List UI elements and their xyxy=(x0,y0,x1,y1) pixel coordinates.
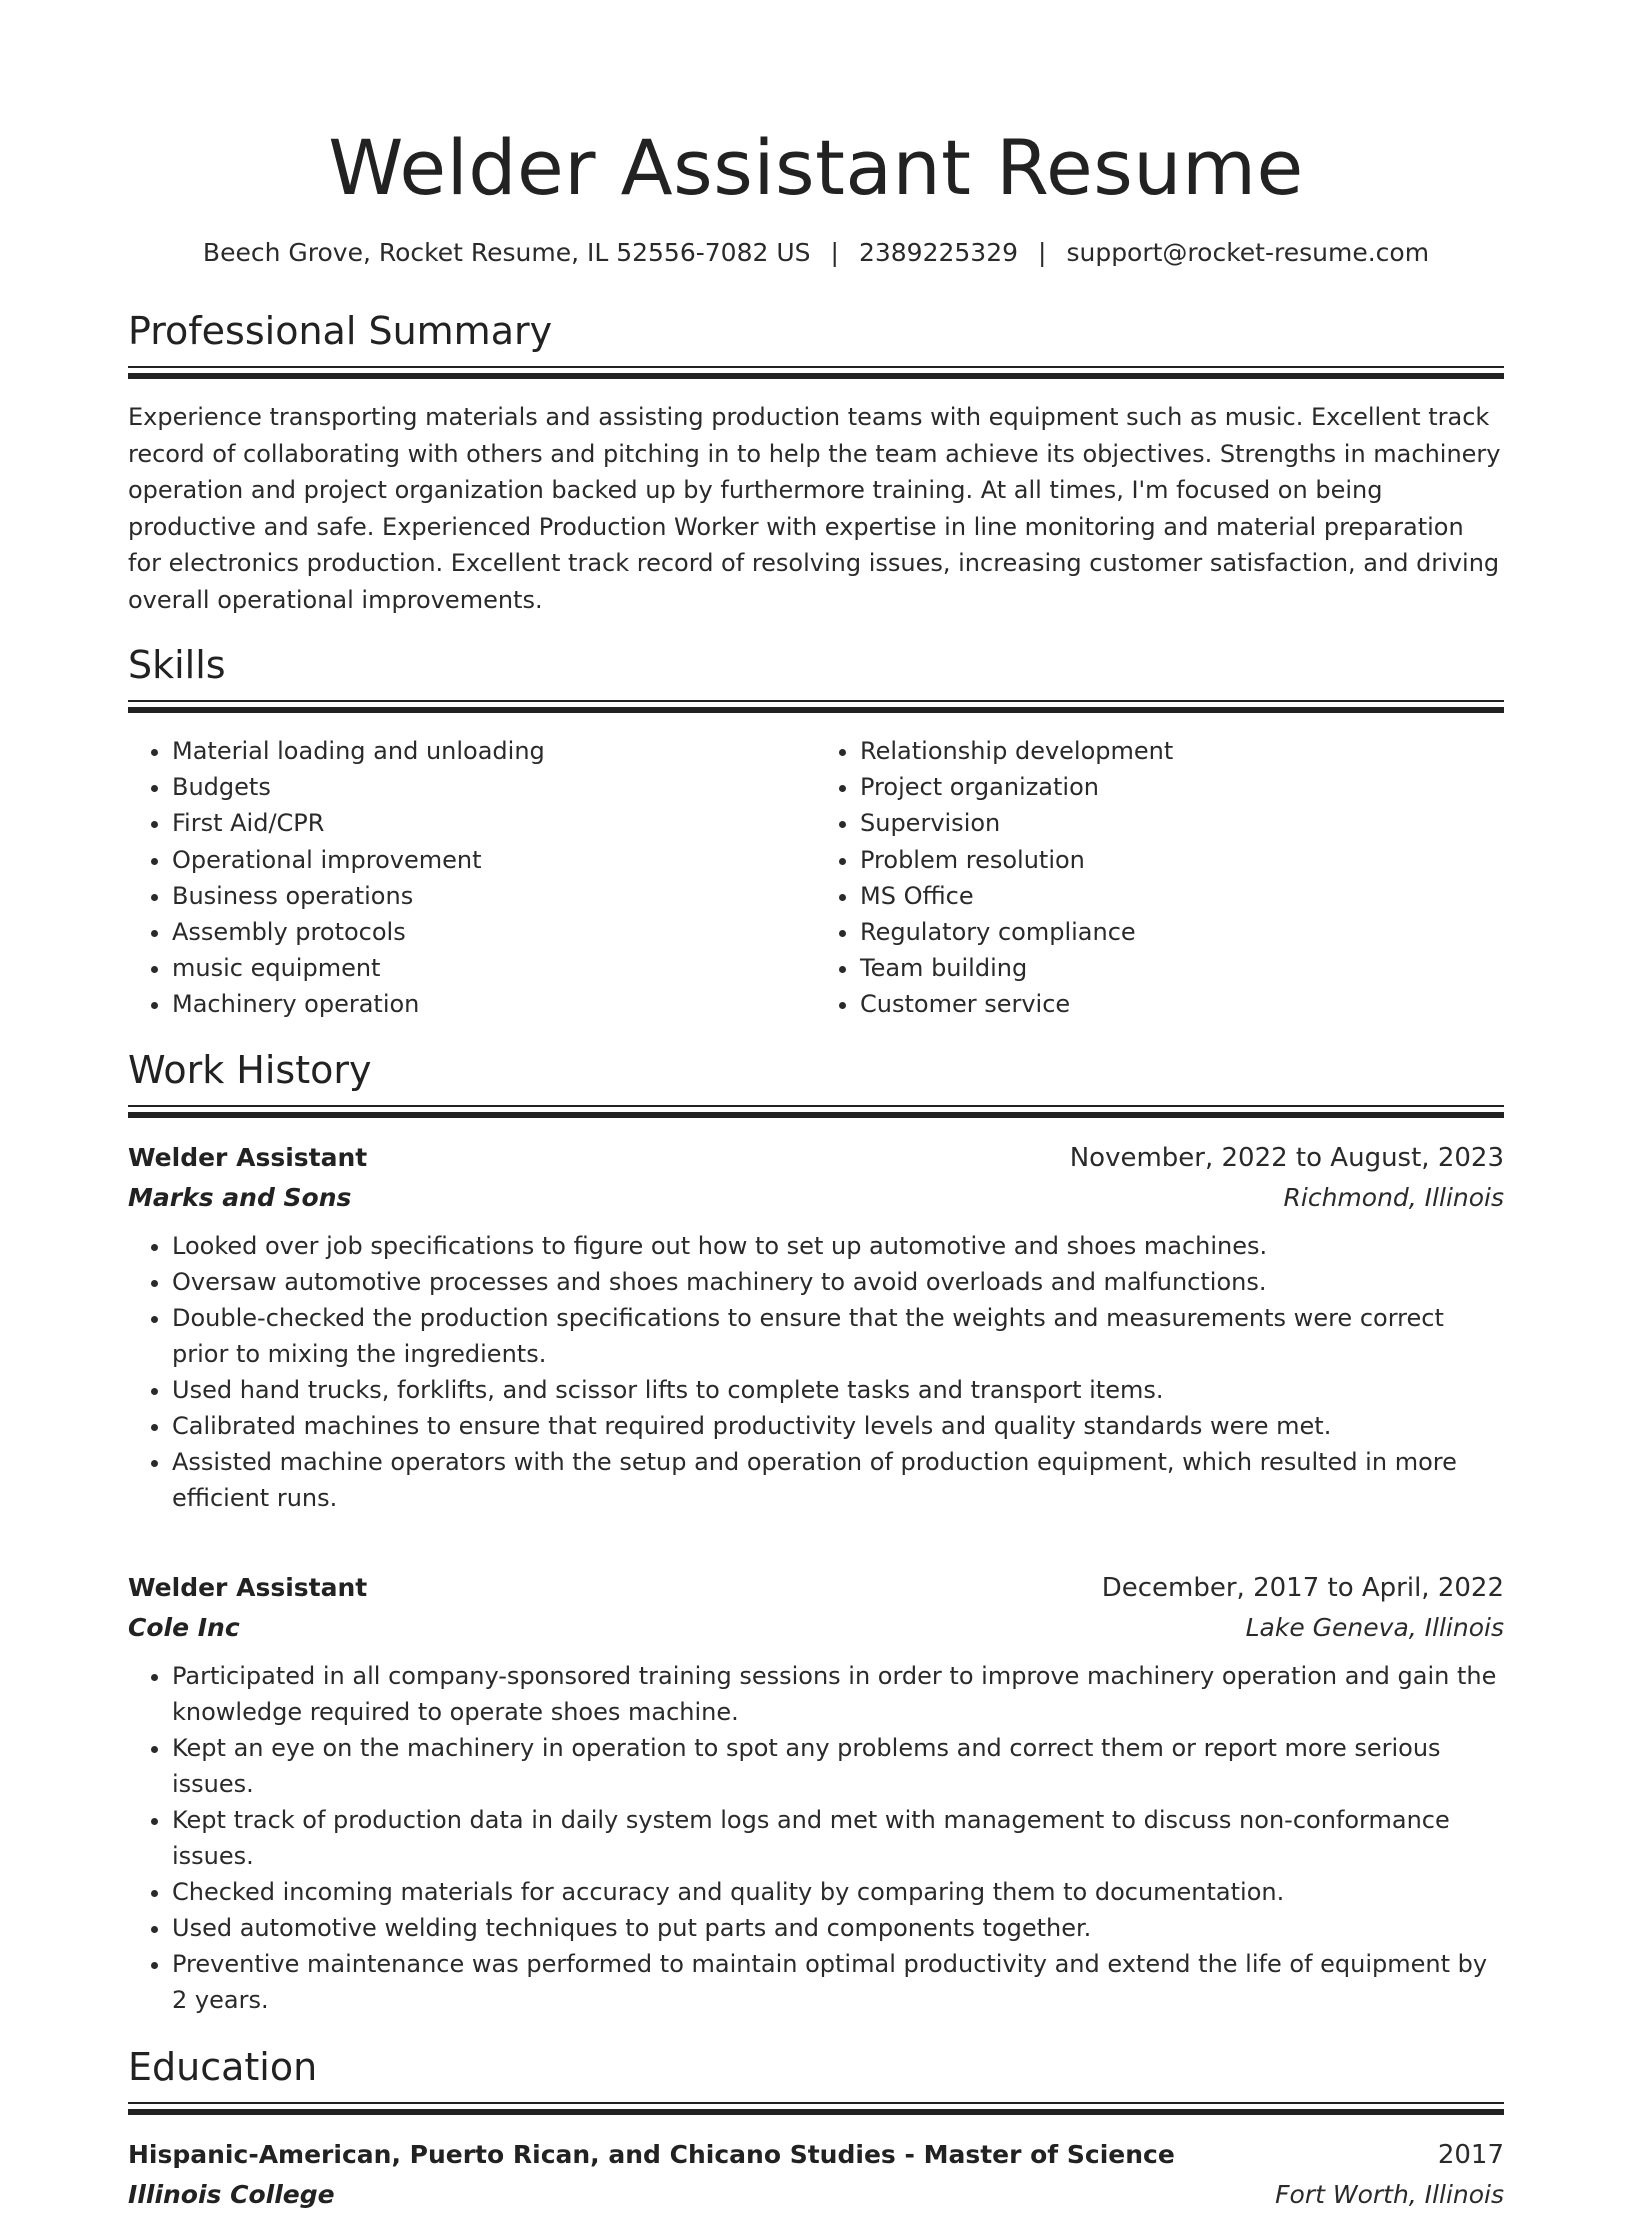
section-heading-work-history: Work History xyxy=(128,1047,372,1092)
skill-item: • Customer service xyxy=(860,986,1504,1022)
skill-item: • Supervision xyxy=(860,805,1504,841)
job-header-row xyxy=(128,1568,1504,1608)
duty-item: • Kept track of production data in daily system logs and met with management to discuss non-conformance issues. xyxy=(172,1802,1504,1874)
section-divider xyxy=(128,1105,1504,1118)
job-company-row xyxy=(128,1608,1504,1648)
section-divider xyxy=(128,2102,1504,2115)
skills-list-left xyxy=(128,733,816,1023)
skill-item: • Project organization xyxy=(860,769,1504,805)
duty-item: • Participated in all company-sponsored training sessions in order to improve machinery operation and gain the knowledge required to operate shoes machine. xyxy=(172,1658,1504,1730)
skill-item: • Business operations xyxy=(172,878,816,914)
duty-item: • Looked over job specifications to figure out how to set up automotive and shoes machines. xyxy=(172,1228,1504,1264)
skill-item: • Problem resolution xyxy=(860,842,1504,878)
contact-separator: | xyxy=(830,238,839,267)
education-degree-row xyxy=(128,2135,1504,2175)
duty-item: • Preventive maintenance was performed to maintain optimal productivity and extend the life of equipment by 2 years. xyxy=(172,1946,1504,2018)
summary-text: Experience transporting materials and assisting production teams with equipment such as music. Excellent track record of collaborating with others and pitching in to help the team achieve its objectives. Strengths in machinery operation and project organization backed up by furthermore training. At all times, I'm focused on being productive and safe. Experienced Production Worker with expertise in line monitoring and material preparation for electronics production. Excellent track record of resolving issues, increasing customer satisfaction, and driving overall operational improvements. xyxy=(128,403,1501,614)
work-history-section xyxy=(128,1045,1504,2018)
skill-item: • Relationship development xyxy=(860,733,1504,769)
job-title: Welder Assistant xyxy=(128,1572,368,1602)
skills-grid xyxy=(128,733,1504,1023)
summary-section xyxy=(128,306,1504,618)
job-dates: December, 2017 to April, 2022 xyxy=(1101,1572,1504,1603)
duty-item: • Checked incoming materials for accuracy and quality by comparing them to documentation. xyxy=(172,1874,1504,1910)
education-school: Illinois College xyxy=(128,2179,335,2209)
education-location: Fort Worth, Illinois xyxy=(1275,2179,1504,2209)
job-entry xyxy=(128,1138,1504,1516)
job-location: Richmond, Illinois xyxy=(1283,1182,1504,1212)
job-duties-list xyxy=(128,1228,1504,1516)
education-year: 2017 xyxy=(1437,2139,1504,2170)
skill-item: • Regulatory compliance xyxy=(860,914,1504,950)
education-degree: Hispanic-American, Puerto Rican, and Chicano Studies - Master of Science xyxy=(128,2139,1175,2169)
duty-item: • Calibrated machines to ensure that required productivity levels and quality standards were met. xyxy=(172,1408,1504,1444)
skill-item: • Budgets xyxy=(172,769,816,805)
job-company-row xyxy=(128,1178,1504,1218)
section-heading-summary: Professional Summary xyxy=(128,309,553,353)
job-duties-list xyxy=(128,1658,1504,2018)
section-heading-skills: Skills xyxy=(128,643,226,687)
job-company: Cole Inc xyxy=(128,1612,240,1642)
job-header-row xyxy=(128,1138,1504,1178)
duty-item: • Oversaw automotive processes and shoes machinery to avoid overloads and malfunctions. xyxy=(172,1264,1504,1300)
education-section xyxy=(128,2042,1504,2215)
job-location: Lake Geneva, Illinois xyxy=(1245,1612,1504,1642)
resume-page xyxy=(128,118,1504,2215)
section-divider xyxy=(128,700,1504,713)
skill-item: • First Aid/CPR xyxy=(172,805,816,841)
resume-title: Welder Assistant Resume xyxy=(328,123,1304,212)
section-divider xyxy=(128,366,1504,379)
contact-line xyxy=(128,236,1504,270)
skills-list-right xyxy=(816,733,1504,1023)
contact-address: Beech Grove, Rocket Resume, IL 52556-7082 US xyxy=(202,238,811,267)
section-heading-education: Education xyxy=(128,2044,318,2089)
job-entry xyxy=(128,1568,1504,2018)
skill-item: • Operational improvement xyxy=(172,842,816,878)
skill-item: • Machinery operation xyxy=(172,986,816,1022)
duty-item: • Used hand trucks, forklifts, and scissor lifts to complete tasks and transport items. xyxy=(172,1372,1504,1408)
duty-item: • Kept an eye on the machinery in operation to spot any problems and correct them or report more serious issues. xyxy=(172,1730,1504,1802)
duty-item: • Used automotive welding techniques to put parts and components together. xyxy=(172,1910,1504,1946)
skill-item: • music equipment xyxy=(172,950,816,986)
skill-item: • MS Office xyxy=(860,878,1504,914)
duty-item: • Double-checked the production specifications to ensure that the weights and measurements were correct prior to mixing the ingredients. xyxy=(172,1300,1504,1372)
job-dates: November, 2022 to August, 2023 xyxy=(1069,1142,1504,1173)
education-school-row xyxy=(128,2175,1504,2215)
skills-section xyxy=(128,640,1504,1023)
skill-item: • Assembly protocols xyxy=(172,914,816,950)
skill-item: • Material loading and unloading xyxy=(172,733,816,769)
contact-phone: 2389225329 xyxy=(858,238,1019,267)
job-title: Welder Assistant xyxy=(128,1142,368,1172)
contact-separator: | xyxy=(1038,238,1047,267)
duty-item: • Assisted machine operators with the setup and operation of production equipment, which resulted in more efficient runs. xyxy=(172,1444,1504,1516)
contact-email[interactable]: support@rocket-resume.com xyxy=(1066,238,1430,267)
job-company: Marks and Sons xyxy=(128,1182,352,1212)
skill-item: • Team building xyxy=(860,950,1504,986)
